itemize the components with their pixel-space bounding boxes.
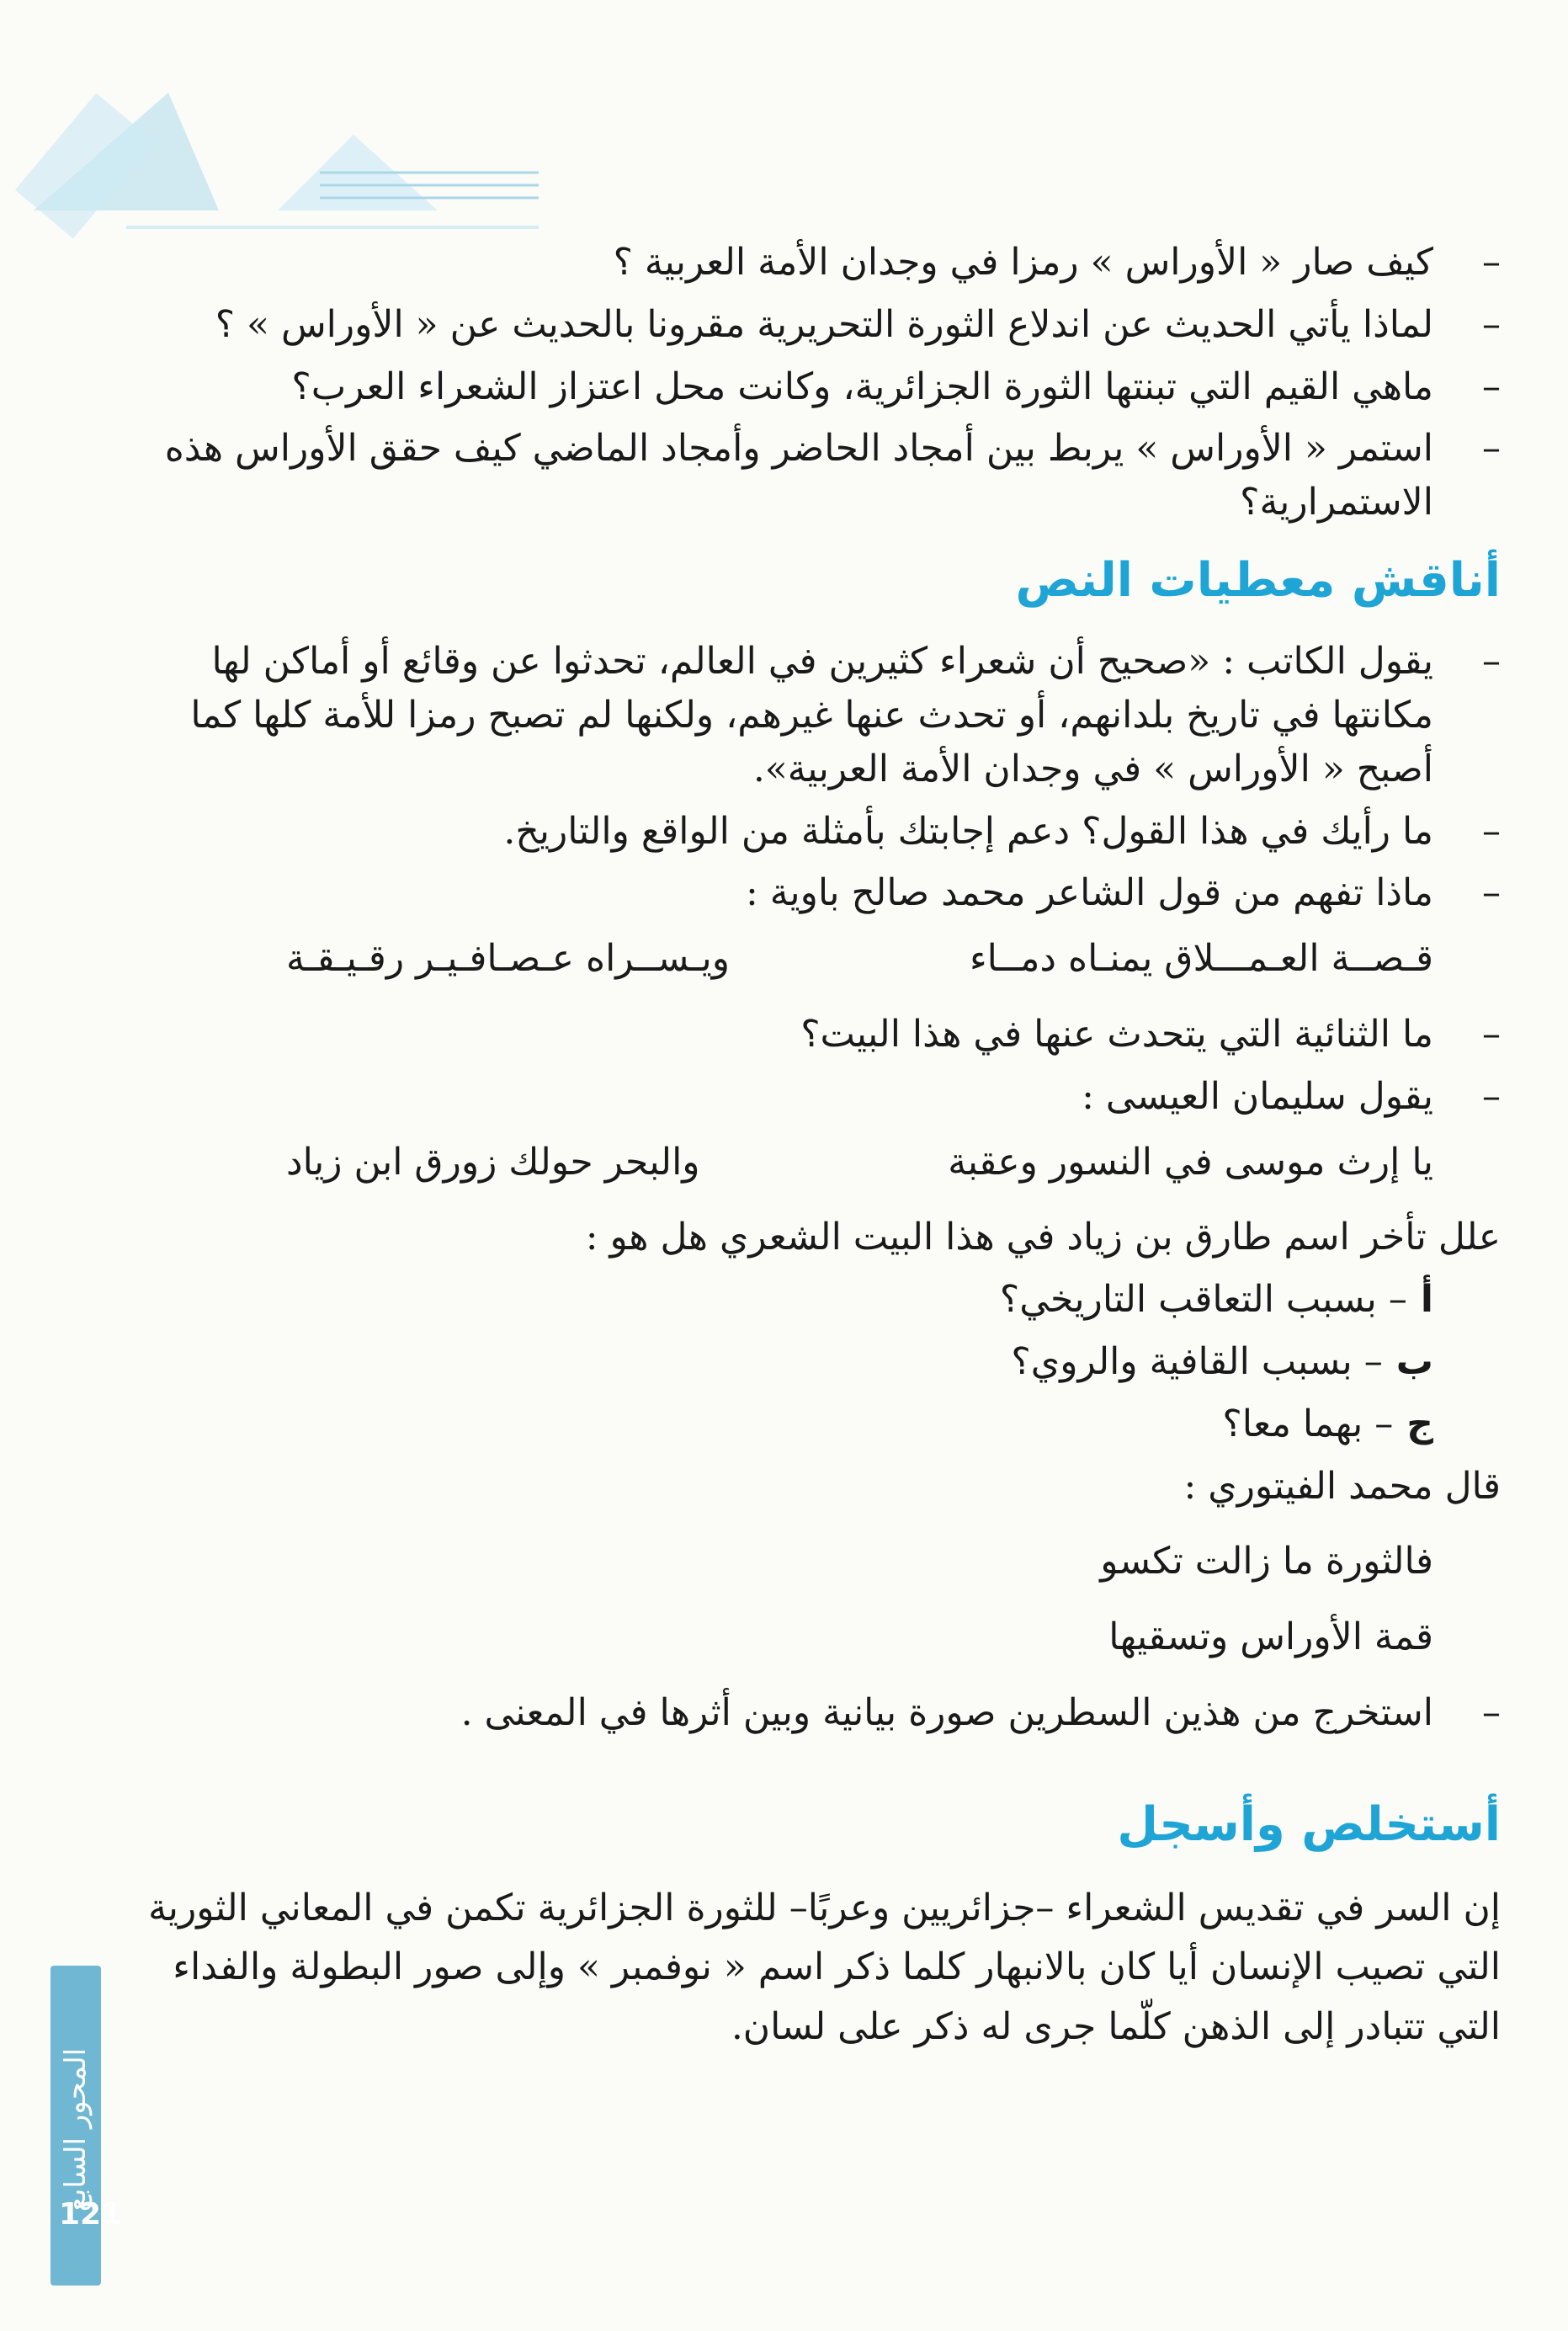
dash-mark: – — [1482, 640, 1501, 684]
question-text: ما رأيك في هذا القول؟ دعم إجابتك بأمثلة من الواقع والتاريخ. — [503, 809, 1433, 853]
verse-first-hemistich: قـصــة العـمـــلاق يمنـاه دمــاء — [969, 937, 1433, 981]
question-text: ماذا تفهم من قول الشاعر محمد صالح باوية : — [745, 871, 1433, 915]
question-issa — [135, 1070, 1501, 1124]
intro-question-text: ماهي القيم التي تبنتها الثورة الجزائرية، وكانت محل اعتزاز الشعراء العرب؟ — [291, 365, 1433, 408]
section-heading-conclude: أستخلص وأسجل — [1117, 1796, 1501, 1852]
verse-first-hemistich: يا إرث موسى في النسور وعقبة — [948, 1140, 1433, 1184]
intro-question-3 — [135, 360, 1501, 414]
chapter-label: المحور السابع — [59, 2047, 93, 2212]
choice-letter: ب — [1395, 1339, 1433, 1383]
section-heading-discuss: أناقش معطيات النص — [1015, 552, 1501, 608]
page-number: 121 — [59, 2197, 123, 2232]
summary-paragraph: إن السر في تقديس الشعراء –جزائريين وعربًا– للثورة الجزائرية تكمن في المعاني الثورية التي تصيب الإنسان أيا كان بالانبهار كلما ذكر اسم « نوفمبر » وإلى صور البطولة والفداء التي تتبادر إلى الذهن كلّما جرى له ذكر على لسان. — [148, 1886, 1501, 2048]
question-reason: علل تأخر اسم طارق بن زياد في هذا البيت الشعري هل هو : — [585, 1216, 1501, 1259]
choice-text: بسبب القافية والروي؟ — [1011, 1339, 1353, 1383]
dash-mark: – — [1363, 1339, 1383, 1383]
page-content — [135, 236, 1501, 2094]
corner-decoration — [0, 0, 589, 269]
dash-mark: – — [1482, 302, 1501, 346]
poem-line-1: فالثورة ما زالت تكسو — [1100, 1540, 1433, 1583]
intro-question-text: كيف صار « الأوراس » رمزا في وجدان الأمة العربية ؟ — [613, 241, 1433, 284]
choice-b — [135, 1335, 1501, 1389]
question-duality — [135, 1008, 1501, 1062]
dash-mark: – — [1482, 365, 1501, 408]
choice-a — [135, 1273, 1501, 1327]
dash-mark: – — [1388, 1278, 1407, 1322]
choice-letter: ج — [1406, 1402, 1433, 1445]
intro-question-1 — [135, 236, 1501, 290]
dash-mark: – — [1482, 1690, 1501, 1734]
dash-mark: – — [1482, 809, 1501, 853]
question-extract — [135, 1686, 1501, 1740]
verse-second-hemistich: ويـســراه عـصـافـيـر رقـيـقـة — [286, 937, 730, 981]
choice-text: بسبب التعاقب التاريخي؟ — [999, 1278, 1377, 1322]
question-text: استخرج من هذين السطرين صورة بيانية وبين أثرها في المعنى . — [460, 1690, 1433, 1734]
dash-mark: – — [1482, 871, 1501, 915]
intro-question-2 — [135, 298, 1501, 352]
dash-mark: – — [1482, 1074, 1501, 1118]
dash-mark: – — [1374, 1402, 1394, 1445]
verse-issa — [135, 1136, 1501, 1189]
intro-question-text: استمر « الأوراس » يربط بين أمجاد الحاضر وأمجاد الماضي كيف حقق الأوراس هذه الاستمرارية؟ — [164, 427, 1433, 524]
question-opinion — [135, 805, 1501, 859]
dash-mark: – — [1482, 1012, 1501, 1056]
question-text: ما الثنائية التي يتحدث عنها في هذا البيت؟ — [800, 1012, 1433, 1056]
question-text: يقول سليمان العيسى : — [1082, 1074, 1433, 1118]
question-faytouri: قال محمد الفيتوري : — [1183, 1464, 1501, 1508]
intro-question-4 — [135, 422, 1501, 530]
choice-text: بهما معا؟ — [1222, 1402, 1363, 1445]
verse-second-hemistich: والبحر حولك زورق ابن زياد — [286, 1140, 700, 1184]
choice-c — [135, 1397, 1501, 1451]
quote-item — [135, 635, 1501, 796]
question-understand — [135, 866, 1501, 920]
dash-mark: – — [1482, 427, 1501, 471]
choice-letter: أ — [1420, 1278, 1433, 1322]
verse-bawiya — [135, 932, 1501, 986]
intro-question-text: لماذا يأتي الحديث عن اندلاع الثورة التحريرية مقرونا بالحديث عن « الأوراس » ؟ — [215, 302, 1433, 346]
dash-mark: – — [1482, 241, 1501, 284]
poem-line-2: قمة الأوراس وتسقيها — [1108, 1615, 1433, 1659]
quote-text: يقول الكاتب : «صحيح أن شعراء كثيرين في العالم، تحدثوا عن وقائع أو أماكن لها مكانتها في تاريخ بلدانهم، أو تحدث عنها غيرهم، ولكنها لم تصبح رمزا للأمة كلها كما أصبح « الأوراس » في وجدان الأمة العربية». — [190, 640, 1433, 790]
